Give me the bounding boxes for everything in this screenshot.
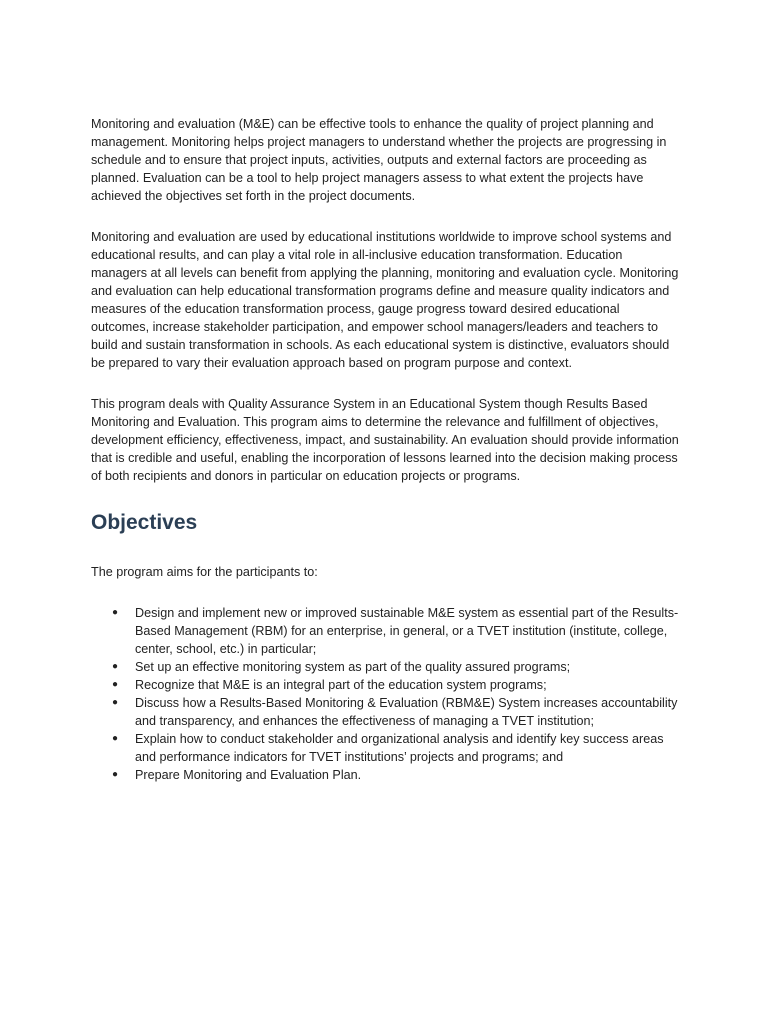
list-item [91,730,681,766]
objective-text: Design and implement new or improved sustainable M&E system as essential part of the Results-Based Management (RBM) for an enterprise, in general, or a TVET institution (institute, college, center, school, etc.) in particular; [135,606,679,656]
list-item [91,694,681,730]
objective-text: Explain how to conduct stakeholder and organizational analysis and identify key success areas and performance indicators for TVET institutions’ projects and programs; and [135,732,664,764]
paragraph-me-intro: Monitoring and evaluation (M&E) can be effective tools to enhance the quality of project planning and management. Monitoring helps project managers to understand whether the projects are progressing in schedule and to ensure that project inputs, activities, outputs and external factors are proceeding as planned. Evaluation can be a tool to help project managers assess to what extent the projects have achieved the objectives set forth in the project documents. [91,117,667,203]
paragraph-program-overview: This program deals with Quality Assurance System in an Educational System though Results Based Monitoring and Evaluation. This program aims to determine the relevance and fulfillment of objectives, development efficiency, effectiveness, impact, and sustainability. An evaluation should provide information that is credible and useful, enabling the incorporation of lessons learned into the decision making process of both recipients and donors in particular on education projects or programs. [91,397,679,483]
objective-text: Discuss how a Results-Based Monitoring & Evaluation (RBM&E) System increases accountability and transparency, and enhances the effectiveness of managing a TVET institution; [135,696,678,728]
objective-text: Set up an effective monitoring system as part of the quality assured programs; [135,660,571,674]
list-item [91,604,681,658]
bullet-icon: ● [112,697,119,708]
bullet-icon: ● [112,769,119,780]
list-item [91,658,681,676]
objectives-heading: Objectives [91,511,198,534]
objective-text: Recognize that M&E is an integral part of the education system programs; [135,678,547,692]
objectives-intro: The program aims for the participants to: [91,565,318,579]
bullet-icon: ● [112,661,119,672]
objective-text: Prepare Monitoring and Evaluation Plan. [135,768,362,782]
bullet-icon: ● [112,607,119,618]
bullet-icon: ● [112,679,119,690]
paragraph-education-me: Monitoring and evaluation are used by educational institutions worldwide to improve school systems and educational results, and can play a vital role in all-inclusive education transformation. Education managers at all levels can benefit from applying the planning, monitoring and evaluation cycle. Monitoring and evaluation can help educational transformation programs define and measure quality indicators and measures of the education transformation process, gauge progress toward desired educational outcomes, increase stakeholder participation, and empower school managers/leaders and teachers to build and sustain transformation in schools. As each educational system is distinctive, evaluators should be prepared to vary their evaluation approach based on program purpose and context. [91,230,679,370]
list-item [91,766,681,784]
bullet-icon: ● [112,733,119,744]
document-page [91,115,681,784]
list-item [91,676,681,694]
objectives-list [91,604,681,784]
